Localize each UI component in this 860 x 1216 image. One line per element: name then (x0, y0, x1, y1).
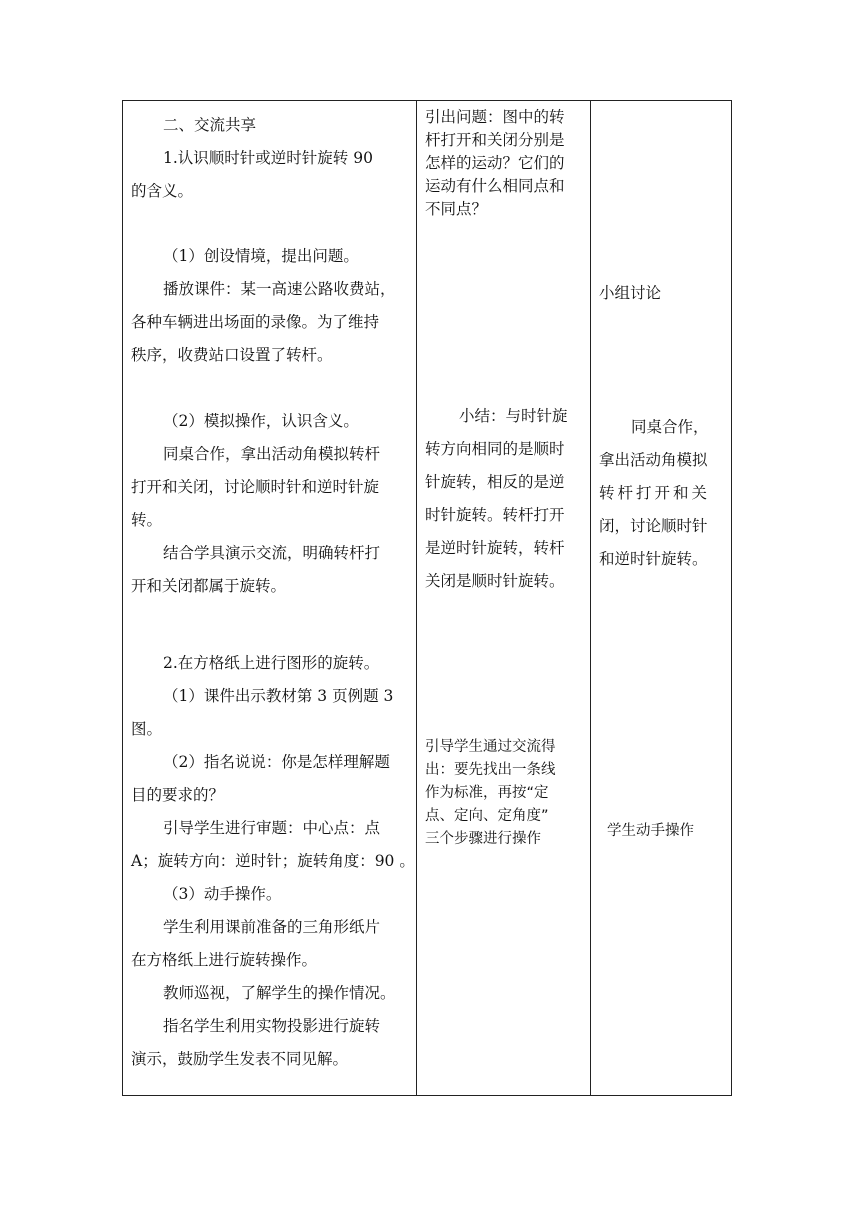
text-line: 结合学具演示交流，明确转杆打 (163, 544, 381, 562)
text-line: 秩序，收费站口设置了转杆。 (131, 346, 333, 364)
text-line: 是逆时针旋转，转杆 (425, 539, 565, 557)
text-line: 的含义。 (131, 182, 194, 200)
text-line: 各种车辆进出场面的录像。为了维持 (131, 313, 380, 331)
text-line: 拿出活动角模拟 (599, 451, 708, 469)
text-line: 开和关闭都属于旋转。 (131, 577, 287, 595)
text-line: 针旋转，相反的是逆 (425, 473, 565, 491)
text-line: 打开和关闭，讨论顺时针和逆时针旋 (131, 478, 380, 496)
teaching-process-cell (123, 101, 416, 1095)
text-line: 同桌合作，拿出活动角模拟转杆 (163, 445, 381, 463)
text-line: 同桌合作， (631, 418, 709, 436)
text-line: 小结：与时针旋 (459, 407, 568, 425)
text-line: 不同点？ (425, 200, 488, 218)
text-line: 小组讨论 (599, 284, 662, 302)
teacher-guidance-cell (417, 101, 590, 1095)
student-activity-cell (591, 101, 732, 1095)
text-line: 三个步骤进行操作 (425, 831, 541, 847)
text-line: 和逆时针旋转。 (599, 550, 708, 568)
text-line: 关闭是顺时针旋转。 (425, 572, 565, 590)
text-line: 杆打开和关闭分别是 (425, 131, 565, 149)
text-line: （3）动手操作。 (163, 885, 282, 903)
text-line: 指名学生利用实物投影进行旋转 (163, 1017, 381, 1035)
text-line: 在方格纸上进行旋转操作。 (131, 951, 318, 969)
text-line: 转。 (131, 511, 163, 529)
text-line: （1）课件出示教材第 3 页例题 3 (163, 687, 394, 705)
text-line: 学生利用课前准备的三角形纸片 (163, 918, 381, 936)
text-line: 时针旋转。转杆打开 (425, 506, 565, 524)
text-line: 引导学生进行审题：中心点：点 (163, 819, 381, 837)
text-line: （1）创设情境，提出问题。 (163, 247, 359, 265)
text-line: 学生动手操作 (607, 823, 694, 839)
text-line: 点、定向、定角度” (425, 808, 549, 824)
text-line: 转杆打开和关 (599, 484, 711, 502)
text-line: （2）模拟操作，认识含义。 (163, 412, 359, 430)
text-line: 作为标准，再按“定 (425, 785, 549, 801)
text-line: 引导学生通过交流得 (425, 739, 556, 755)
text-line: 出：要先找出一条线 (425, 762, 556, 778)
lesson-table (122, 100, 732, 1096)
text-line: 演示，鼓励学生发表不同见解。 (131, 1050, 349, 1068)
text-line: A；旋转方向：逆时针；旋转角度：90 。 (131, 852, 415, 870)
text-line: 转方向相同的是顺时 (425, 440, 565, 458)
section-heading: 二、交流共享 (163, 116, 257, 134)
text-line: 目的要求的？ (131, 786, 225, 804)
text-line: （2）指名说说：你是怎样理解题 (163, 753, 390, 771)
text-line: 运动有什么相同点和 (425, 177, 565, 195)
text-line: 1.认识顺时针或逆时针旋转 90 (163, 149, 373, 167)
text-line: 图。 (131, 720, 163, 738)
text-line: 教师巡视，了解学生的操作情况。 (163, 984, 396, 1002)
text-line: 闭，讨论顺时针 (599, 517, 708, 535)
text-line: 引出问题：图中的转 (425, 108, 565, 126)
text-line: 怎样的运动？它们的 (425, 154, 565, 172)
text-line: 2.在方格纸上进行图形的旋转。 (163, 654, 380, 672)
text-line: 播放课件：某一高速公路收费站， (163, 280, 396, 298)
